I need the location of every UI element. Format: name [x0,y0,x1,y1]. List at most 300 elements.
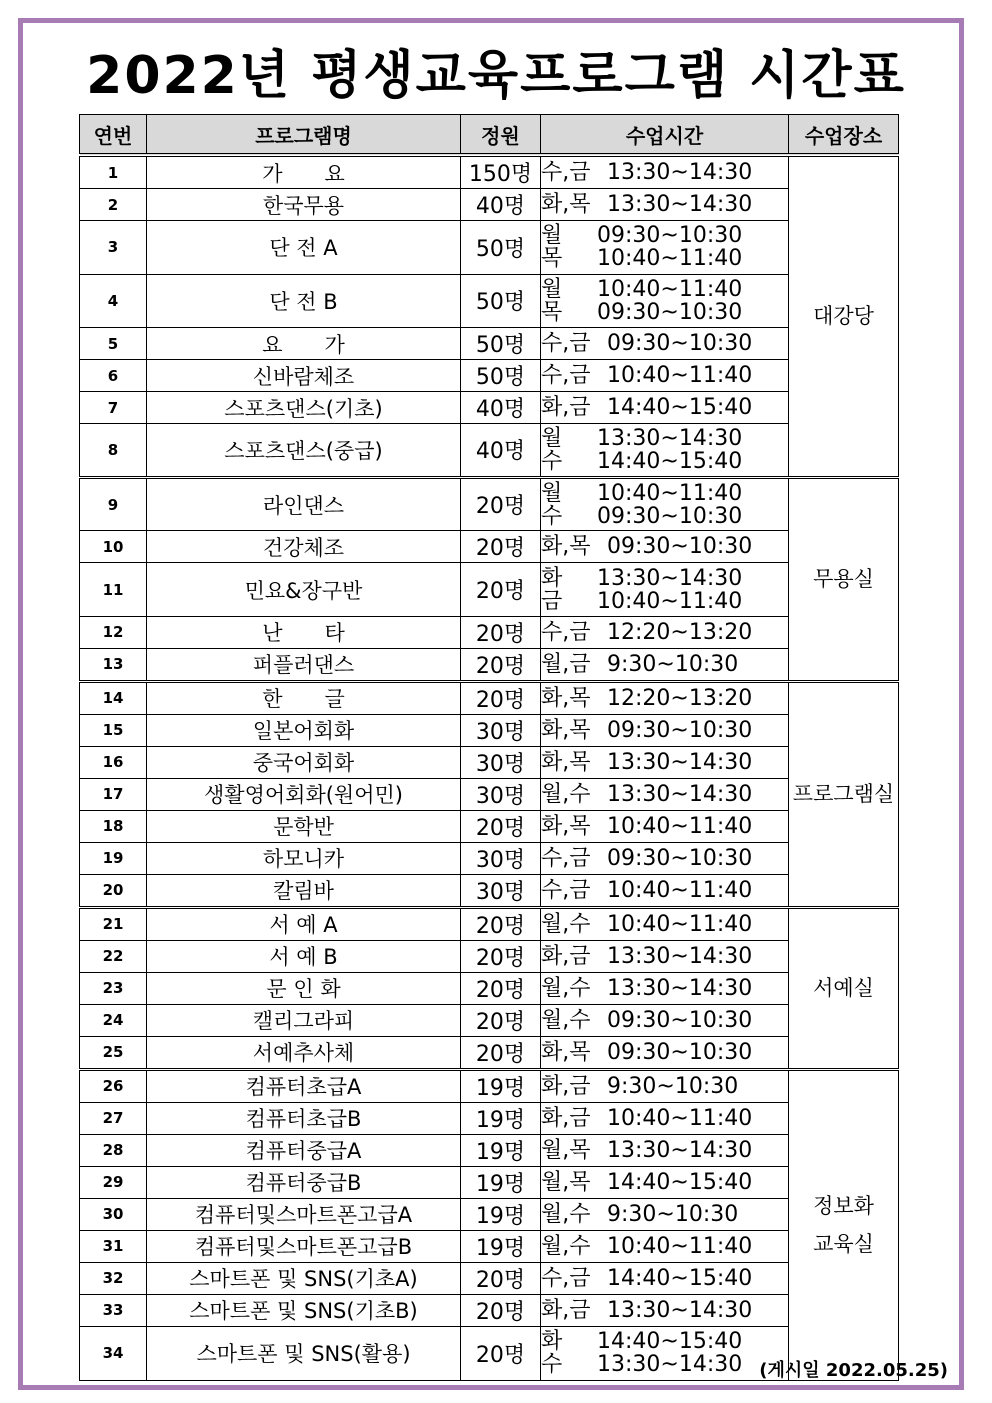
table-row [80,616,899,648]
class-hours: 13:30~14:30 [607,1297,753,1323]
capacity: 20명 [461,907,541,940]
class-time [541,155,789,189]
program-name: 컴퓨터중급A [147,1134,461,1166]
row-number: 13 [80,648,147,681]
class-hours: 09:30~10:30 [597,299,743,325]
class-days: 목 [541,246,563,272]
capacity: 19명 [461,1134,541,1166]
row-number: 21 [80,907,147,940]
class-time [541,360,789,392]
table-row [80,424,899,478]
capacity: 20명 [461,1036,541,1069]
class-time [541,1036,789,1069]
class-time [541,648,789,681]
capacity: 20명 [461,1004,541,1036]
class-hours: 13:30~14:30 [597,425,743,451]
class-time [541,681,789,714]
class-hours: 09:30~10:30 [607,331,753,357]
class-time [541,1198,789,1230]
program-name: 컴퓨터초급B [147,1102,461,1134]
row-number: 28 [80,1134,147,1166]
table-row [80,1069,899,1102]
capacity: 20명 [461,616,541,648]
time-line [541,1139,788,1162]
capacity: 19명 [461,1230,541,1262]
class-time [541,616,789,648]
capacity: 50명 [461,221,541,275]
class-time [541,714,789,746]
class-days: 월,금 [541,651,591,677]
capacity: 30명 [461,714,541,746]
schedule-table [79,114,899,1381]
class-hours: 09:30~10:30 [607,1039,753,1065]
row-number: 2 [80,189,147,221]
time-line [541,396,788,419]
capacity: 20명 [461,648,541,681]
program-name: 요 가 [147,328,461,360]
class-hours: 13:30~14:30 [607,160,753,185]
program-name: 문 인 화 [147,972,461,1004]
program-name: 칼림바 [147,874,461,907]
class-hours: 10:40~11:40 [597,588,743,614]
program-name: 스포츠댄스(기초) [147,392,461,424]
row-number: 29 [80,1166,147,1198]
class-hours: 14:40~15:40 [597,448,743,474]
time-line [541,751,788,774]
program-name: 민요&장구반 [147,563,461,617]
row-number: 30 [80,1198,147,1230]
class-time [541,274,789,328]
program-name: 서 예 B [147,940,461,972]
class-days: 화,목 [541,749,591,775]
time-line [541,482,788,505]
class-days: 월 [541,223,563,249]
row-number: 20 [80,874,147,907]
class-hours: 13:30~14:30 [607,1137,753,1163]
class-time [541,907,789,940]
program-name: 스포츠댄스(중급) [147,424,461,478]
time-line [541,1075,788,1098]
class-time [541,874,789,907]
time-line [541,1171,788,1194]
class-hours: 12:20~13:20 [607,685,753,711]
page-title: 2022년 평생교육프로그램 시간표 [86,46,906,106]
capacity: 40명 [461,424,541,478]
time-line [541,913,788,936]
class-hours: 13:30~14:30 [607,749,753,775]
class-days: 화,금 [541,1297,591,1323]
capacity: 20명 [461,681,541,714]
capacity: 19명 [461,1069,541,1102]
class-hours: 13:30~14:30 [597,565,743,591]
row-number: 18 [80,810,147,842]
program-name: 난 타 [147,616,461,648]
time-line [541,567,788,590]
capacity: 20명 [461,810,541,842]
class-hours: 09:30~10:30 [607,1007,753,1033]
table-row [80,874,899,907]
time-line [541,535,788,558]
class-hours: 14:40~15:40 [607,1265,753,1291]
class-hours: 10:40~11:40 [607,911,753,937]
class-time [541,1166,789,1198]
class-hours: 13:30~14:30 [607,975,753,1001]
row-number: 32 [80,1262,147,1294]
class-days: 월 [541,276,563,302]
row-number: 10 [80,531,147,563]
row-number: 22 [80,940,147,972]
table-row [80,907,899,940]
capacity: 20명 [461,972,541,1004]
row-number: 16 [80,746,147,778]
row-number: 23 [80,972,147,1004]
class-time [541,189,789,221]
class-days: 화 [541,565,563,591]
location-line: 서예실 [813,976,874,1001]
program-name: 신바람체조 [147,360,461,392]
row-number: 17 [80,778,147,810]
time-line [541,653,788,676]
time-line [541,1330,788,1353]
class-hours: 13:30~14:30 [607,192,753,217]
time-line [541,847,788,870]
class-days: 월,수 [541,975,591,1001]
capacity: 50명 [461,360,541,392]
capacity: 150명 [461,155,541,189]
row-number: 12 [80,616,147,648]
table-row [80,189,899,221]
class-hours: 14:40~15:40 [597,1329,743,1355]
location-line: 대강당 [813,304,874,329]
class-days: 목 [541,299,563,325]
time-line [541,590,788,613]
class-time [541,842,789,874]
time-line [541,278,788,301]
row-number: 1 [80,155,147,189]
location [789,681,899,907]
class-days: 수,금 [541,1265,591,1291]
time-line [541,1203,788,1226]
class-days: 월 [541,480,563,506]
location-line: 정보화 [813,1194,874,1219]
program-name: 라인댄스 [147,477,461,531]
class-days: 수,금 [541,877,591,903]
program-name: 캘리그라피 [147,1004,461,1036]
table-row [80,1294,899,1326]
row-number: 9 [80,477,147,531]
time-line [541,247,788,270]
program-name: 한국무용 [147,189,461,221]
class-days: 월 [541,425,563,451]
program-name: 일본어회화 [147,714,461,746]
class-days: 월,목 [541,1169,591,1195]
class-time [541,392,789,424]
table-row [80,1262,899,1294]
class-time [541,1230,789,1262]
class-days: 화,금 [541,395,591,421]
class-days: 수 [541,448,563,474]
location [789,1069,899,1380]
table-row [80,746,899,778]
time-line [541,161,788,184]
program-name: 한 글 [147,681,461,714]
capacity: 30명 [461,778,541,810]
class-hours: 13:30~14:30 [607,781,753,807]
table-row [80,1134,899,1166]
table-row [80,778,899,810]
table-row [80,392,899,424]
class-time [541,1294,789,1326]
capacity: 30명 [461,746,541,778]
program-name: 건강체조 [147,531,461,563]
row-number: 7 [80,392,147,424]
class-hours: 10:40~11:40 [597,276,743,302]
table-row [80,274,899,328]
class-days: 화,금 [541,943,591,969]
header-program: 프로그램명 [147,115,461,156]
table-row [80,1198,899,1230]
time-line [541,687,788,710]
row-number: 15 [80,714,147,746]
class-time [541,221,789,275]
time-line [541,977,788,1000]
class-time [541,1069,789,1102]
program-name: 스마트폰 및 SNS(기초A) [147,1262,461,1294]
table-row [80,531,899,563]
class-days: 월,수 [541,781,591,807]
class-hours: 10:40~11:40 [607,1105,753,1131]
table-row [80,681,899,714]
class-days: 화,목 [541,192,591,217]
class-days: 화,금 [541,1105,591,1131]
class-hours: 13:30~14:30 [607,943,753,969]
schedule-body [80,155,899,1380]
time-line [541,1299,788,1322]
row-number: 31 [80,1230,147,1262]
class-days: 화,목 [541,685,591,711]
header-time: 수업시간 [541,115,789,156]
class-time [541,1004,789,1036]
time-line [541,364,788,387]
class-hours: 09:30~10:30 [597,503,743,529]
class-days: 월,수 [541,911,591,937]
table-row [80,360,899,392]
class-days: 수,금 [541,331,591,357]
class-days: 수,금 [541,619,591,645]
class-hours: 09:30~10:30 [607,534,753,560]
capacity: 20명 [461,1326,541,1380]
program-name: 컴퓨터초급A [147,1069,461,1102]
time-line [541,879,788,902]
class-hours: 9:30~10:30 [607,1073,739,1099]
time-line [541,301,788,324]
table-row [80,221,899,275]
time-line [541,505,788,528]
class-time [541,1102,789,1134]
class-hours: 12:20~13:20 [607,619,753,645]
header-capacity: 정원 [461,115,541,156]
capacity: 30명 [461,842,541,874]
class-hours: 10:40~11:40 [597,246,743,272]
location-line: 프로그램실 [792,782,895,807]
capacity: 40명 [461,189,541,221]
time-line [541,193,788,216]
table-row [80,1166,899,1198]
time-line [541,224,788,247]
program-name: 컴퓨터및스마트폰고급B [147,1230,461,1262]
class-days: 월,수 [541,1233,591,1259]
row-number: 25 [80,1036,147,1069]
class-days: 월,수 [541,1201,591,1227]
header-location: 수업장소 [789,115,899,156]
table-row [80,842,899,874]
table-row [80,810,899,842]
row-number: 33 [80,1294,147,1326]
class-time [541,563,789,617]
class-days: 화,목 [541,813,591,839]
class-days: 수 [541,503,563,529]
class-days: 월,수 [541,1007,591,1033]
program-name: 컴퓨터중급B [147,1166,461,1198]
row-number: 11 [80,563,147,617]
program-name: 단 전 B [147,274,461,328]
capacity: 19명 [461,1102,541,1134]
row-number: 6 [80,360,147,392]
program-name: 하모니카 [147,842,461,874]
class-hours: 10:40~11:40 [607,363,753,389]
class-days: 수,금 [541,363,591,389]
header-row [80,115,899,156]
time-line [541,332,788,355]
row-number: 26 [80,1069,147,1102]
time-line [541,945,788,968]
class-time [541,477,789,531]
location [789,155,899,477]
class-time [541,531,789,563]
program-name: 문학반 [147,810,461,842]
table-row [80,477,899,531]
program-name: 생활영어회화(원어민) [147,778,461,810]
time-line [541,1353,788,1376]
capacity: 20명 [461,563,541,617]
class-time [541,1262,789,1294]
table-row [80,1102,899,1134]
class-hours: 10:40~11:40 [607,1233,753,1259]
time-line [541,719,788,742]
class-days: 화,목 [541,534,591,560]
time-line [541,1235,788,1258]
row-number: 5 [80,328,147,360]
table-row [80,155,899,189]
class-days: 화 [541,1329,563,1355]
time-line [541,1107,788,1130]
class-days: 수 [541,1352,563,1378]
class-hours: 09:30~10:30 [597,223,743,249]
class-days: 금 [541,588,563,614]
capacity: 20명 [461,477,541,531]
row-number: 24 [80,1004,147,1036]
program-name: 중국어회화 [147,746,461,778]
capacity: 20명 [461,1294,541,1326]
time-line [541,783,788,806]
class-days: 월,목 [541,1137,591,1163]
row-number: 19 [80,842,147,874]
table-row [80,328,899,360]
class-time [541,328,789,360]
class-time [541,424,789,478]
location-line: 교육실 [813,1232,874,1257]
class-days: 화,목 [541,717,591,743]
table-row [80,563,899,617]
time-line [541,450,788,473]
capacity: 30명 [461,874,541,907]
class-time [541,1326,789,1380]
time-line [541,621,788,644]
program-name: 스마트폰 및 SNS(활용) [147,1326,461,1380]
class-hours: 09:30~10:30 [607,717,753,743]
time-line [541,1267,788,1290]
program-name: 퍼플러댄스 [147,648,461,681]
class-time [541,1134,789,1166]
class-days: 화,목 [541,1039,591,1065]
capacity: 50명 [461,274,541,328]
class-hours: 9:30~10:30 [607,1201,739,1227]
table-row [80,940,899,972]
time-line [541,1009,788,1032]
capacity: 50명 [461,328,541,360]
class-hours: 10:40~11:40 [607,813,753,839]
location [789,477,899,681]
row-number: 34 [80,1326,147,1380]
capacity: 20명 [461,531,541,563]
table-row [80,1004,899,1036]
class-hours: 14:40~15:40 [607,1169,753,1195]
program-name: 서 예 A [147,907,461,940]
class-days: 수,금 [541,160,591,185]
capacity: 20명 [461,940,541,972]
time-line [541,815,788,838]
class-hours: 10:40~11:40 [607,877,753,903]
class-hours: 09:30~10:30 [607,845,753,871]
class-time [541,746,789,778]
program-name: 컴퓨터및스마트폰고급A [147,1198,461,1230]
class-days: 수,금 [541,845,591,871]
program-name: 스마트폰 및 SNS(기초B) [147,1294,461,1326]
row-number: 8 [80,424,147,478]
class-time [541,778,789,810]
class-days: 화,금 [541,1073,591,1099]
table-row [80,1036,899,1069]
table-row [80,972,899,1004]
capacity: 40명 [461,392,541,424]
capacity: 19명 [461,1198,541,1230]
location [789,907,899,1069]
capacity: 19명 [461,1166,541,1198]
header-no: 연번 [80,115,147,156]
program-name: 가 요 [147,155,461,189]
posted-date: (게시일 2022.05.25) [759,1360,948,1381]
class-hours: 9:30~10:30 [607,651,739,677]
class-time [541,940,789,972]
time-line [541,427,788,450]
class-hours: 14:40~15:40 [607,395,753,421]
program-name: 단 전 A [147,221,461,275]
program-name: 서예추사체 [147,1036,461,1069]
row-number: 4 [80,274,147,328]
class-hours: 10:40~11:40 [597,480,743,506]
row-number: 27 [80,1102,147,1134]
class-time [541,972,789,1004]
